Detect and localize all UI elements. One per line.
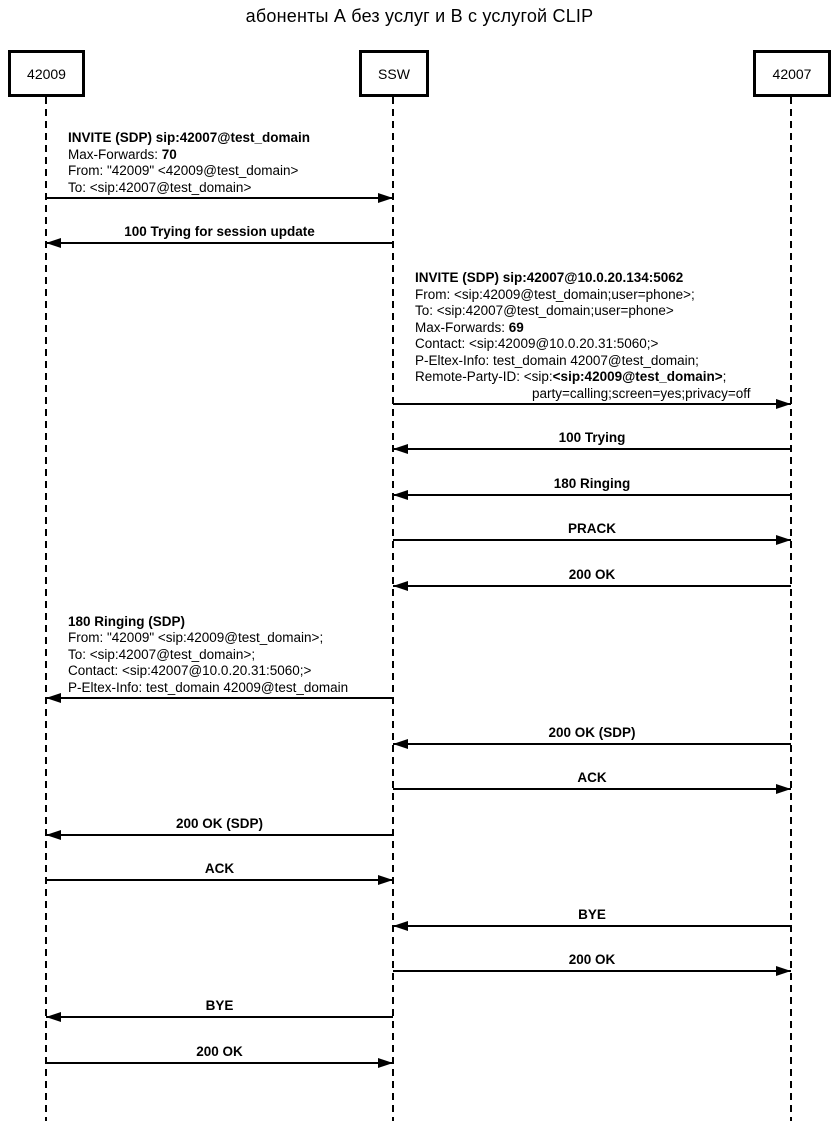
- message-label: 100 Trying: [558, 430, 626, 445]
- header-line: To: <sip:42007@test_domain>: [68, 179, 252, 195]
- message-arrow-line: [393, 788, 791, 790]
- actor-box-ssw: [359, 50, 429, 97]
- message-arrow-line: [46, 697, 393, 699]
- message-label: 200 OK: [568, 952, 616, 967]
- actor-label: 42007: [772, 65, 812, 82]
- header-line: From: <sip:42009@test_domain;user=phone>;: [415, 286, 695, 302]
- message-arrow-line: [393, 448, 791, 450]
- header-line: To: <sip:42007@test_domain>;: [68, 646, 256, 662]
- header-line: Contact: <sip:42009@10.0.20.31:5060;>: [415, 336, 659, 351]
- arrowhead-icon: [378, 193, 393, 203]
- message-label: 180 Ringing: [553, 476, 631, 491]
- header-line: Max-Forwards: 70: [68, 146, 177, 162]
- header-line: Contact: <sip:42007@10.0.20.31:5060;>: [68, 663, 312, 678]
- message-label: 200 OK (SDP): [548, 725, 636, 740]
- actor-label: 42009: [27, 65, 66, 82]
- message-header-block: [68, 130, 310, 196]
- header-line: To: <sip:42007@test_domain;user=phone>: [415, 303, 674, 318]
- message-arrow-line: [46, 1016, 393, 1018]
- message-arrow-line: [46, 197, 393, 199]
- message-arrow-line: [46, 834, 393, 836]
- message-label: 200 OK: [568, 567, 616, 582]
- header-line: P-Eltex-Info: test_domain 42007@test_domain;: [415, 352, 699, 368]
- header-line: Max-Forwards: 69: [415, 319, 524, 335]
- header-line: party=calling;screen=yes;privacy=off: [532, 385, 751, 401]
- arrowhead-icon: [776, 399, 791, 409]
- header-line: 180 Ringing (SDP): [68, 613, 186, 629]
- message-label: 100 Trying for session update: [124, 224, 315, 239]
- message-arrow-line: [393, 494, 791, 496]
- message-label: BYE: [578, 907, 606, 922]
- message-arrow-line: [46, 879, 393, 881]
- message-arrow-line: [393, 403, 791, 405]
- actor-label: SSW: [378, 65, 410, 82]
- message-arrow-line: [46, 1062, 393, 1064]
- header-line: INVITE (SDP) sip:42007@10.0.20.134:5062: [415, 270, 684, 285]
- message-arrow-line: [393, 743, 791, 745]
- message-label: BYE: [205, 998, 234, 1013]
- header-line: From: "42009" <sip:42009@test_domain>;: [68, 630, 324, 645]
- header-line: P-Eltex-Info: test_domain 42009@test_domain: [68, 679, 349, 695]
- message-arrow-line: [393, 970, 791, 972]
- actor-box-42009: [8, 50, 85, 97]
- message-header-block: [415, 270, 751, 402]
- message-label: ACK: [577, 770, 607, 785]
- diagram-title: абоненты А без услуг и В с услугой CLIP: [245, 6, 594, 26]
- message-arrow-line: [46, 242, 393, 244]
- message-header-block: [68, 614, 348, 697]
- header-line: INVITE (SDP) sip:42007@test_domain: [68, 130, 310, 145]
- message-label: 200 OK (SDP): [175, 816, 264, 831]
- message-label: 200 OK: [196, 1044, 243, 1059]
- message-label: PRACK: [567, 521, 616, 536]
- header-line: Remote-Party-ID: <sip:<sip:42009@test_domain>;: [415, 369, 727, 384]
- message-arrow-line: [393, 539, 791, 541]
- lifeline-42009: [45, 97, 46, 1121]
- message-arrow-line: [393, 925, 791, 927]
- message-arrow-line: [393, 585, 791, 587]
- header-line: From: "42009" <42009@test_domain>: [68, 163, 299, 178]
- actor-box-42007: [753, 50, 831, 97]
- arrowhead-icon: [46, 693, 61, 703]
- message-label: ACK: [204, 861, 235, 876]
